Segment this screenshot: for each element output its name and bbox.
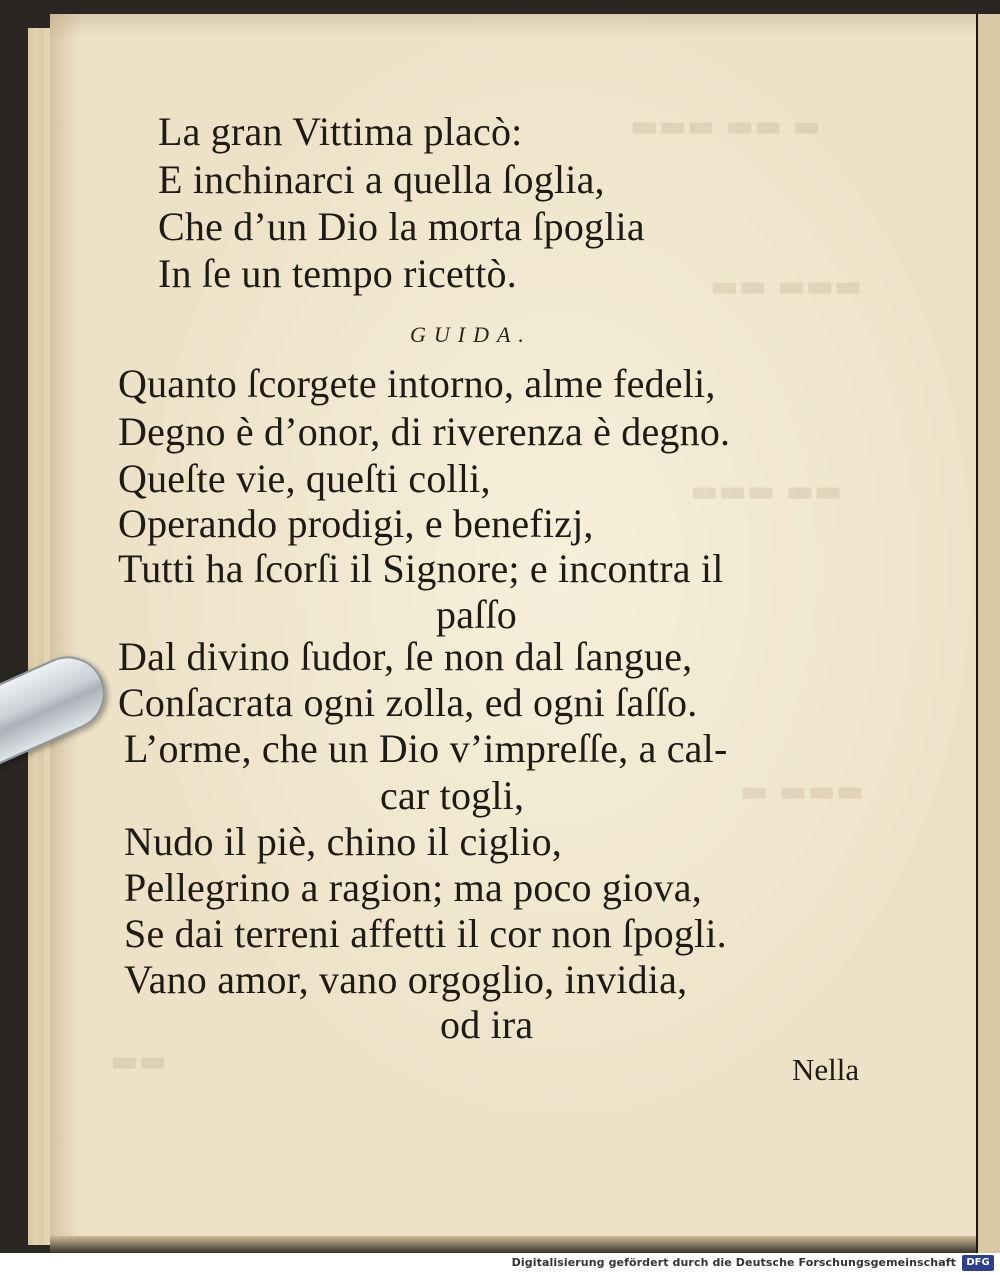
verse-line-continuation: od ira [440,1002,534,1047]
verse-line-continuation: paſſo [436,592,517,637]
verse-line: Nudo il piè, chino il ciglio, [124,819,562,864]
stanza-line: Che d’un Dio la morta ſpoglia [158,204,645,249]
verse-line: Degno è d’onor, di riverenza è degno. [118,409,731,454]
bleed-through-shadow: ▬▬ ▬▬▬ [690,474,843,509]
stanza-line: In ſe un tempo ricettò. [158,251,517,296]
dfg-logo[interactable]: DFG [962,1255,994,1271]
digitization-footer [0,1253,1000,1275]
verse-line: Tutti ha ſcorſi il Signore; e incontra il [118,546,724,591]
footer-credit: Digitalisierung gefördert durch die Deutsche Forschungsgemeinschaft [511,1256,956,1269]
verse-line: Se dai terreni affetti il cor non ſpogli. [124,911,727,956]
verse-line: Queſte vie, queſti colli, [118,456,491,501]
verse-line: Dal divino ſudor, ſe non dal ſangue, [118,634,693,679]
stanza-line: E inchinarci a quella ſoglia, [158,157,605,202]
verse-line: Quanto ſcorgete intorno, alme fedeli, [118,361,716,406]
verse-line: Conſacrata ogni zolla, ed ogni ſaſſo. [118,680,698,725]
page-bottom-shadow [50,1236,976,1253]
stanza-line: La gran Vittima placò: [158,109,523,154]
verse-line: Vano amor, vano orgoglio, invidia, [124,957,688,1002]
verse-line-continuation: car togli, [380,773,525,818]
bleed-through-shadow: ▬ ▬▬ ▬▬▬ [630,109,821,144]
speaker-heading: GUIDA. [410,322,532,347]
verse-line: L’orme, che un Dio v’impreſſe, a cal- [124,726,728,771]
verse-line: Operando prodigi, e benefizj, [118,501,594,546]
next-page-edge [976,14,1000,1253]
bleed-through-shadow: ▬▬▬ ▬▬ [710,269,863,304]
bleed-through-shadow: ▬▬▬ ▬ [740,774,864,809]
catchword: Nella [792,1052,860,1087]
bleed-through-shadow: ▬▬ [110,1044,167,1079]
verse-line: Pellegrino a ragion; ma poco giova, [124,865,702,910]
